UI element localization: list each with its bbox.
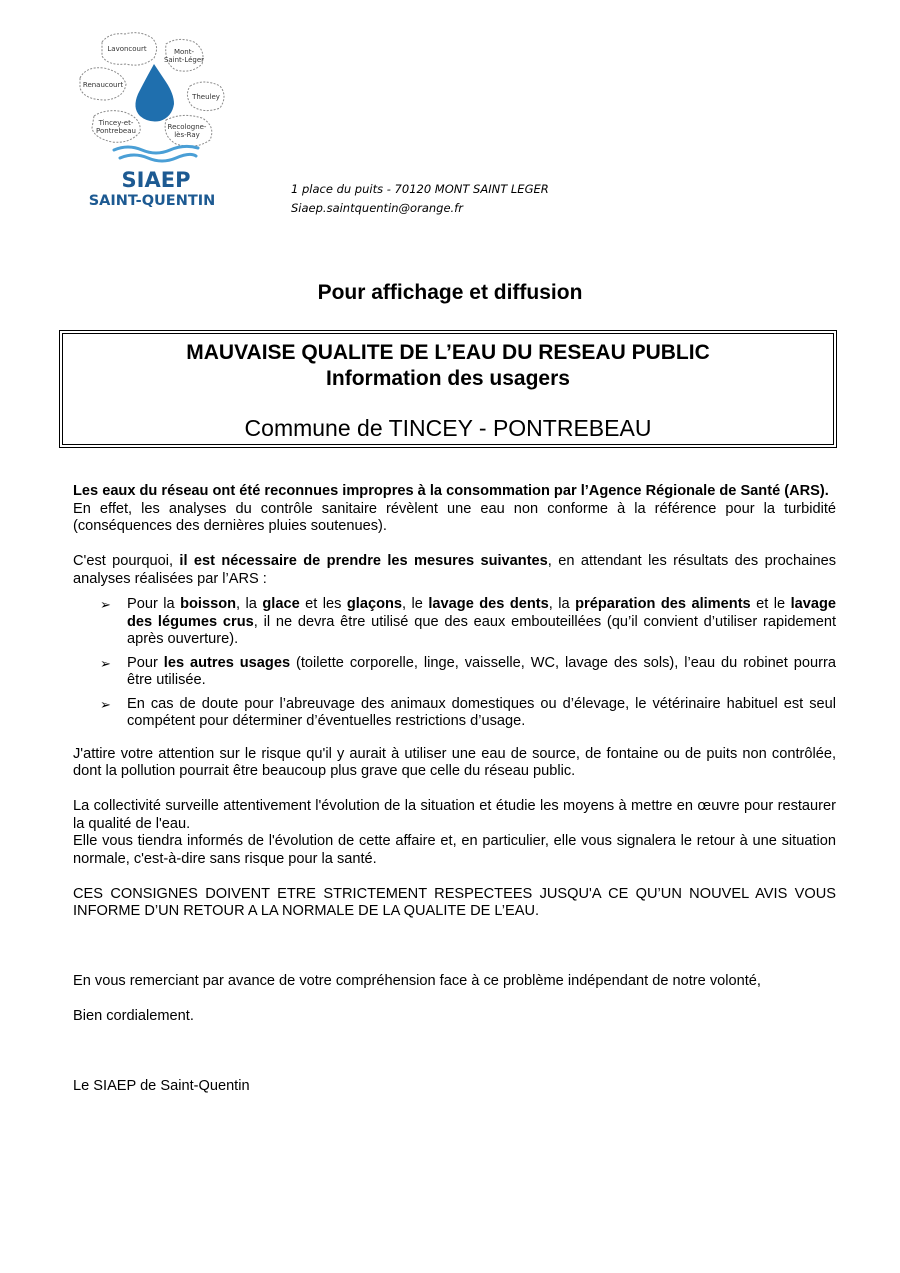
logo-brand-siaep: SIAEP xyxy=(121,168,191,192)
siaep-logo-graphic xyxy=(70,28,245,213)
logo-brand-saint-quentin: SAINT-QUENTIN xyxy=(88,193,216,209)
measures-lead: C'est pourquoi, xyxy=(73,553,180,569)
signature: Le SIAEP de Saint-Quentin xyxy=(73,1078,250,1094)
village-recologne-les-ray: Recologne-lès-Ray xyxy=(167,123,207,139)
siaep-logo xyxy=(70,28,245,213)
village-lavoncourt: Lavoncourt xyxy=(107,45,147,53)
list-item: ➢ En cas de doute pour l’abreuvage des animaux domestiques ou d’élevage, le vétérinaire habituel est seul compétent pour déterminer d’éventuelles restrictions d’usage. xyxy=(100,695,836,729)
paragraph-closing: Bien cordialement. xyxy=(73,1008,194,1024)
paragraph-measures xyxy=(73,553,836,588)
paragraph-warning: J'attire votre attention sur le risque qu'il y aurait à utiliser une eau de source, de fontaine ou de puits non contrôlée, dont la pollution pourrait être beaucoup plus grave que celle du réseau public. xyxy=(73,745,836,779)
postal-address: 1 place du puits - 70120 MONT SAINT LEGER xyxy=(291,182,549,196)
measures-tail: , en attendant les résultats des prochaines analyses réalisées par l’ARS : xyxy=(73,553,836,587)
paragraph-thanks: En vous remerciant par avance de votre compréhension face à ce problème indépendant de notre volonté, xyxy=(73,973,761,989)
arrow-bullet-icon: ➢ xyxy=(100,597,111,612)
paragraph-instructions-caps: CES CONSIGNES DOIVENT ETRE STRICTEMENT RESPECTEES JUSQU'A CE QU’UN NOUVEL AVIS VOUS INFORME D’UN RETOUR A LA NORMALE DE LA QUALITE DE L’EAU. xyxy=(73,885,836,919)
village-mont-saint-leger: Mont-Saint-Léger xyxy=(163,48,205,64)
measures-bold: il est nécessaire de prendre les mesures suivantes xyxy=(179,553,548,569)
arrow-bullet-icon: ➢ xyxy=(100,696,111,712)
village-tincey-et-pontrebeau: Tincey-et-Pontrebeau xyxy=(96,119,136,135)
commune-name: Commune de TINCEY - PONTREBEAU xyxy=(244,415,652,441)
intro-bold: Les eaux du réseau ont été reconnues impropres à la consommation par l’Agence Régionale de Santé (ARS). xyxy=(73,483,829,499)
paragraph-intro xyxy=(73,483,836,536)
arrow-bullet-icon: ➢ xyxy=(100,655,111,671)
sender-address-block xyxy=(291,180,549,218)
village-theuley: Theuley xyxy=(192,93,220,101)
notice-title: MAUVAISE QUALITE DE L’EAU DU RESEAU PUBLIC xyxy=(186,341,710,364)
waves-icon xyxy=(114,146,198,161)
list-item: ➢ Pour la boisson, la glace et les glaçons, le lavage des dents, la préparation des aliments et le lavage des légumes crus, il ne devra être utilisé que des eaux embouteillées (qu’il convient d’utiliser rapidement après ouverture). xyxy=(100,596,836,647)
email-address[interactable]: Siaep.saintquentin@orange.fr xyxy=(291,201,463,215)
notice-title-box xyxy=(62,333,834,445)
water-drop-icon xyxy=(135,64,174,121)
village-renaucourt: Renaucourt xyxy=(82,81,124,89)
list-item: ➢ Pour les autres usages (toilette corporelle, linge, vaisselle, WC, lavage des sols), l’eau du robinet pourra être utilisée. xyxy=(100,654,836,688)
notice-body xyxy=(73,483,836,1096)
measures-list xyxy=(73,596,836,731)
paragraph-follow-up: Elle vous tiendra informés de l'évolution de cette affaire et, en particulier, elle vous signalera le retour à une situation normale, c'est-à-dire sans risque pour la santé. xyxy=(73,833,836,867)
page-headline: Pour affichage et diffusion xyxy=(317,281,583,304)
intro-text: En effet, les analyses du contrôle sanitaire révèlent une eau non conforme à la référence pour la turbidité (conséquences des dernières pluies soutenues). xyxy=(73,500,836,534)
paragraph-monitoring: La collectivité surveille attentivement l'évolution de la situation et étudie les moyens à mettre en œuvre pour restaurer la qualité de l'eau. xyxy=(73,798,836,832)
notice-subtitle: Information des usagers xyxy=(326,367,570,390)
